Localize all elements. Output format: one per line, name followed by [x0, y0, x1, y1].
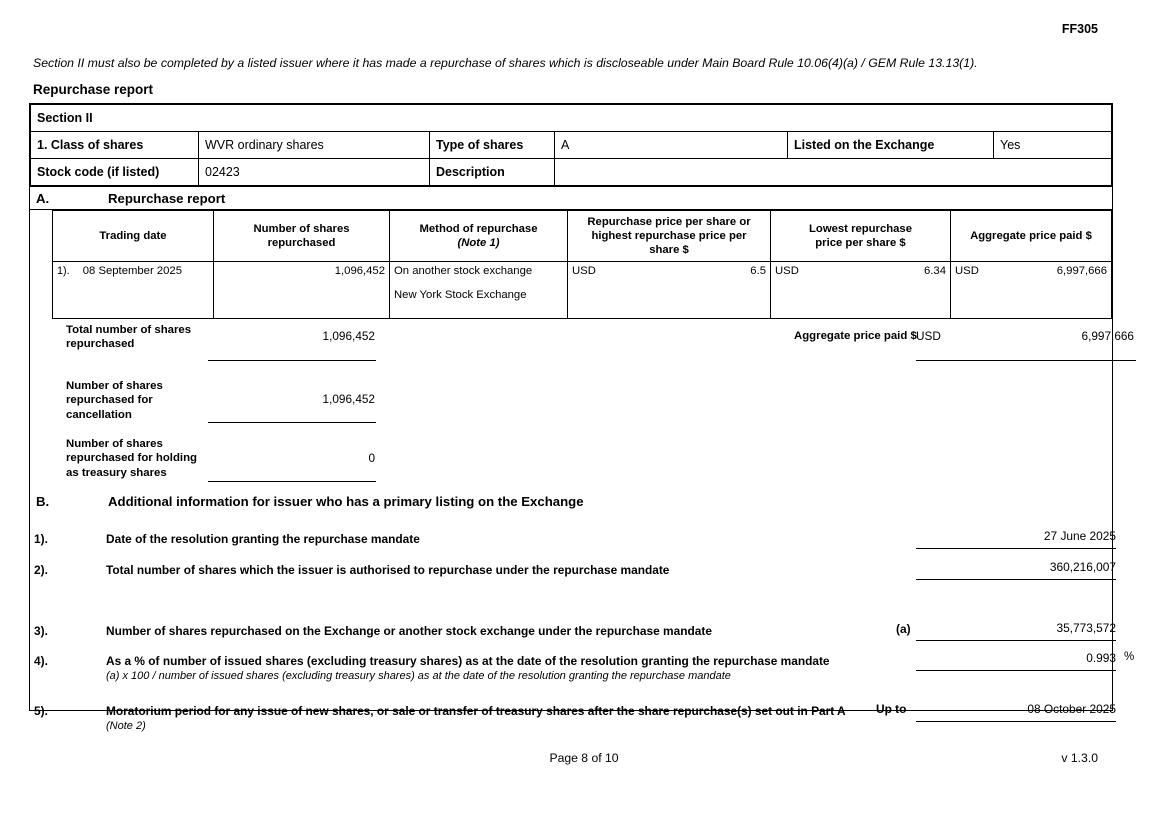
part-b-item-2-underline	[916, 579, 1116, 580]
class-of-shares-value: WVR ordinary shares	[199, 132, 430, 159]
cancellation-label-line3: cancellation	[66, 408, 132, 421]
row-price-value: 6.5	[750, 265, 766, 277]
row-index: 1).	[57, 265, 70, 277]
col-number-line1: Number of shares	[253, 222, 350, 235]
treasury-label-line3: as treasury shares	[66, 466, 167, 479]
version-label: v 1.3.0	[1061, 751, 1098, 765]
col-repurchase-price	[568, 211, 771, 262]
row-shares-repurchased: 1,096,452	[214, 262, 390, 319]
col-number-line2: repurchased	[267, 237, 336, 249]
class-of-shares-label: 1. Class of shares	[31, 132, 199, 159]
description-label: Description	[430, 159, 555, 186]
treasury-label-line1: Number of shares	[66, 438, 163, 450]
treasury-label	[66, 437, 197, 480]
total-shares-label	[66, 323, 191, 352]
part-b-item-1-index: 1).	[34, 532, 48, 546]
cancellation-label	[66, 379, 163, 422]
part-b-item-5-sub: (Note 2)	[106, 720, 146, 732]
row-lowest-value: 6.34	[924, 265, 946, 277]
part-b-letter: B.	[36, 494, 50, 509]
col-price-line3: share $	[649, 244, 689, 257]
col-method-line1: Method of repurchase	[419, 222, 538, 235]
description-value	[555, 159, 1112, 186]
part-b-item-1-text: Date of the resolution granting the repurchase mandate	[106, 532, 420, 546]
total-shares-label-line1: Total number of shares	[66, 324, 192, 336]
type-of-shares-label: Type of shares	[430, 132, 555, 159]
table-row	[31, 159, 1112, 186]
row-aggregate-currency: USD	[955, 265, 979, 277]
row-method-line1: On another stock exchange	[394, 265, 533, 277]
row-aggregate-value: 6,997,666	[1056, 265, 1107, 277]
part-b-item-3-index: 3).	[34, 624, 48, 638]
cancellation-label-line2: repurchased for	[66, 394, 153, 407]
row-trading-date-value: 08 September 2025	[82, 265, 182, 277]
cancellation-label-line1: Number of shares	[66, 380, 163, 392]
cancellation-underline	[208, 422, 376, 423]
col-lowest-price	[771, 211, 951, 262]
part-b-item-4-main: As a % of number of issued shares (excluding treasury shares) as at the date of the resolution granting the repurchase mandate	[106, 654, 830, 668]
part-b-item-4-index: 4).	[34, 654, 48, 668]
col-method-note: (Note 1)	[457, 237, 500, 249]
part-b-item-1-value: 27 June 2025	[1043, 529, 1116, 543]
treasury-label-line2: repurchased for holding	[66, 452, 198, 465]
part-b-item-3-text: Number of shares repurchased on the Exchange or another stock exchange under the repurchase mandate	[106, 624, 712, 638]
col-number-of-shares	[214, 211, 390, 262]
part-b-item-5-underline	[916, 721, 1116, 722]
part-b-item-4-value: 0.993	[1086, 651, 1116, 665]
intro-note: Section II must also be completed by a listed issuer where it has made a repurchase of shares which is discloseable under Main Board Rule 10.06(4)(a) / GEM Rule 13.13(1).	[33, 56, 978, 70]
part-b-item-4-text	[106, 654, 886, 682]
part-a-header	[30, 186, 1112, 210]
part-b-item-4-sub: (a) x 100 / number of issued shares (excluding treasury shares) as at the date of the resolution granting the repurchase mandate	[106, 670, 731, 682]
aggregate-paid-label: Aggregate price paid $	[794, 330, 917, 342]
treasury-underline	[208, 481, 376, 482]
table-header-row	[53, 211, 1112, 262]
part-a-letter: A.	[36, 191, 50, 206]
col-lowest-line1: Lowest repurchase	[809, 222, 912, 235]
part-b-item-5-main: Moratorium period for any issue of new shares, or sale or transfer of treasury shares after the share repurchase(s) set out in Part A	[106, 704, 846, 718]
part-b-item-3-value: 35,773,572	[1056, 621, 1116, 635]
aggregate-paid-currency: USD	[916, 329, 941, 343]
totals-block	[30, 309, 1134, 489]
cancellation-value: 1,096,452	[322, 392, 375, 406]
main-form-box	[29, 103, 1135, 732]
listed-on-exchange-value: Yes	[994, 132, 1112, 159]
part-b-item-5-text	[106, 704, 886, 732]
col-aggregate-price: Aggregate price paid $	[951, 211, 1112, 262]
part-b-item-1-underline	[916, 548, 1116, 549]
part-b-item-3-tag: (a)	[896, 622, 911, 636]
part-a-title: Repurchase report	[108, 191, 226, 206]
part-b-item-2-text: Total number of shares which the issuer is authorised to repurchase under the repurchase mandate	[106, 563, 670, 577]
type-of-shares-value: A	[555, 132, 788, 159]
col-price-line2: highest repurchase price per	[591, 229, 747, 242]
total-shares-underline	[208, 360, 376, 361]
total-shares-label-line2: repurchased	[66, 338, 135, 351]
page-number: Page 8 of 10	[549, 751, 619, 765]
col-lowest-line2: price per share $	[815, 237, 906, 249]
page-title: Repurchase report	[33, 82, 154, 97]
table-row	[31, 132, 1112, 159]
treasury-value: 0	[368, 451, 375, 465]
aggregate-paid-value: 6,997,666	[1081, 329, 1134, 343]
col-method	[390, 211, 568, 262]
repurchase-detail-table	[52, 210, 1112, 319]
stock-code-label: Stock code (if listed)	[31, 159, 199, 186]
part-b-title: Additional information for issuer who has a primary listing on the Exchange	[108, 494, 584, 509]
listed-on-exchange-label: Listed on the Exchange	[788, 132, 994, 159]
section-header-table	[30, 104, 1112, 186]
part-b-item-2-index: 2).	[34, 563, 48, 577]
part-b-item-3-underline	[916, 640, 1116, 641]
part-b-item-4-underline	[916, 670, 1116, 671]
section-title: Section II	[31, 105, 1112, 132]
row-method-line2: New York Stock Exchange	[394, 289, 527, 301]
total-shares-value: 1,096,452	[322, 329, 375, 343]
row-price-currency: USD	[572, 265, 596, 277]
aggregate-paid-underline	[916, 360, 1136, 361]
form-code: FF305	[1061, 22, 1098, 36]
row-lowest-currency: USD	[775, 265, 799, 277]
part-b-item-5-value: 08 October 2025	[1027, 702, 1116, 716]
col-price-line1: Repurchase price per share or	[587, 215, 751, 228]
part-b-item-5-index: 5).	[34, 704, 48, 718]
part-b-item-2-value: 360,216,007	[1049, 560, 1116, 574]
col-trading-date: Trading date	[53, 211, 214, 262]
stock-code-value: 02423	[199, 159, 430, 186]
table-row	[31, 105, 1112, 132]
part-b-item-4-unit: %	[1124, 651, 1135, 663]
part-b-item-5-prefix: Up to	[876, 702, 907, 716]
